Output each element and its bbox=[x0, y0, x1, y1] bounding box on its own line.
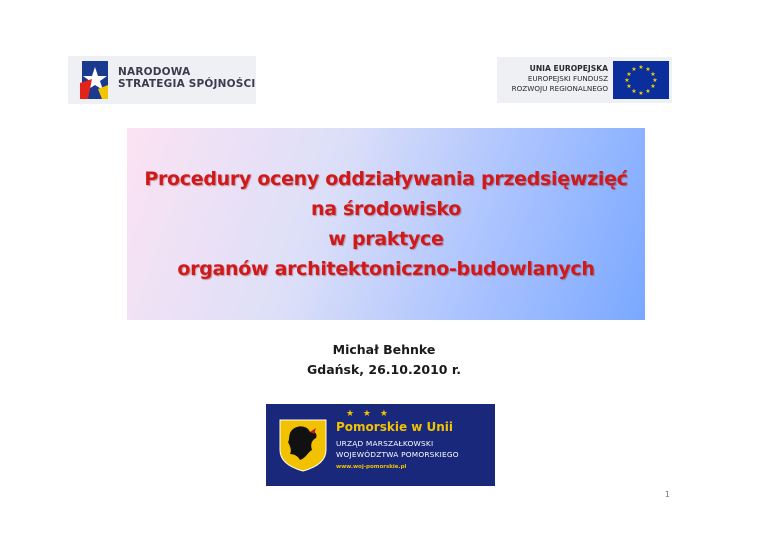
nss-line1: NARODOWA bbox=[118, 66, 191, 78]
svg-text:★: ★ bbox=[631, 88, 637, 95]
pomorskie-url: www.woj-pomorskie.pl bbox=[336, 464, 407, 470]
svg-text:★: ★ bbox=[638, 64, 644, 71]
title-line-2: na środowisko bbox=[310, 198, 461, 220]
title-line-3: w praktyce bbox=[328, 228, 444, 250]
pomorskie-title: Pomorskie w Unii bbox=[336, 420, 454, 434]
eu-logo-text bbox=[512, 64, 608, 94]
eu-flag-icon bbox=[613, 61, 669, 99]
title-box bbox=[127, 128, 645, 320]
svg-text:★: ★ bbox=[645, 88, 651, 95]
eu-line1: UNIA EUROPEJSKA bbox=[529, 64, 608, 73]
pomorskie-line2: WOJEWÓDZTWA POMORSKIEGO bbox=[336, 450, 459, 459]
griffin-shield-icon bbox=[278, 418, 328, 472]
pomorskie-office-name bbox=[336, 438, 459, 460]
author-name: Michał Behnke bbox=[332, 342, 436, 357]
svg-text:★: ★ bbox=[638, 90, 644, 97]
svg-text:★: ★ bbox=[650, 71, 656, 78]
nss-star-mark-icon bbox=[78, 59, 110, 101]
svg-text:★: ★ bbox=[626, 83, 632, 90]
eu-logo bbox=[497, 57, 672, 103]
nss-line2: STRATEGIA SPÓJNOŚCI bbox=[118, 78, 256, 90]
author-block bbox=[0, 340, 768, 380]
svg-text:★: ★ bbox=[652, 77, 658, 84]
page-number: 1 bbox=[664, 490, 670, 499]
svg-text:★: ★ bbox=[645, 66, 651, 73]
svg-text:★: ★ bbox=[631, 66, 637, 73]
svg-text:★: ★ bbox=[624, 77, 630, 84]
eu-line3: ROZWOJU REGIONALNEGO bbox=[511, 84, 608, 93]
eu-line2: EUROPEJSKI FUNDUSZ bbox=[527, 74, 608, 83]
pomorskie-w-unii-logo bbox=[266, 404, 495, 486]
narodowa-strategia-spojnosci-logo bbox=[68, 56, 256, 104]
svg-text:★: ★ bbox=[626, 71, 632, 78]
nss-logo-text bbox=[118, 66, 256, 90]
place-date: Gdańsk, 26.10.2010 r. bbox=[307, 362, 461, 377]
title-line-4: organów architektoniczno-budowlanych bbox=[177, 258, 595, 280]
title-line-1: Procedury oceny oddziaływania przedsięwzięć bbox=[144, 168, 628, 190]
pomorskie-line1: URZĄD MARSZAŁKOWSKI bbox=[336, 439, 434, 448]
pomorskie-stars: ★ ★ ★ bbox=[346, 409, 391, 419]
svg-text:★: ★ bbox=[650, 83, 656, 90]
